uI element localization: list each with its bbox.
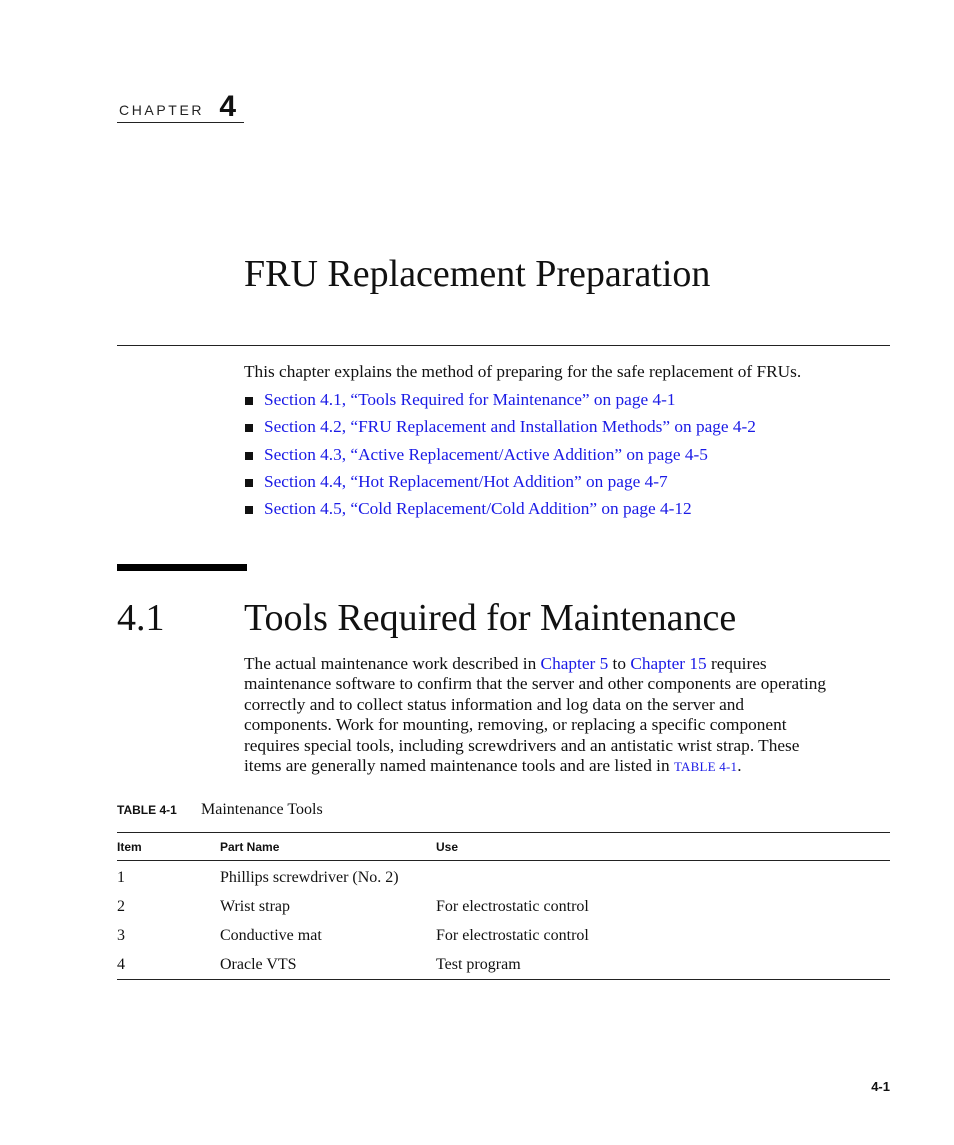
paragraph-line <box>244 654 894 674</box>
title-divider <box>117 345 890 346</box>
cell-use: For electrostatic control <box>436 897 589 915</box>
cell-part-name: Phillips screwdriver (No. 2) <box>220 868 399 886</box>
paragraph-line: maintenance software to confirm that the server and other components are operating <box>244 674 827 694</box>
cell-item: 3 <box>117 926 125 944</box>
cell-part-name: Wrist strap <box>220 897 291 915</box>
table-header-row <box>117 833 890 861</box>
section-title: Tools Required for Maintenance <box>244 597 737 639</box>
cell-use: For electrostatic control <box>436 926 589 944</box>
bullet-square-icon <box>245 452 253 460</box>
chapter-5-link[interactable]: Chapter 5 <box>540 654 609 673</box>
bullet-square-icon <box>245 479 253 487</box>
bullet-square-icon <box>245 397 253 405</box>
header-use: Use <box>436 833 890 861</box>
toc-link-section-4-5[interactable]: Section 4.5, “Cold Replacement/Cold Addition” on page 4-12 <box>264 499 692 519</box>
cell-part-name: Conductive mat <box>220 926 322 944</box>
intro-text: This chapter explains the method of preparing for the safe replacement of FRUs. <box>244 362 802 381</box>
chapter-label <box>117 92 244 123</box>
table-title: Maintenance Tools <box>201 801 323 818</box>
cell-use: Test program <box>436 950 890 980</box>
cell-item: 1 <box>117 868 125 886</box>
maintenance-tools-table <box>117 832 890 980</box>
table-caption <box>117 801 323 819</box>
toc-link-section-4-3[interactable]: Section 4.3, “Active Replacement/Active Addition” on page 4-5 <box>264 444 708 464</box>
toc-item <box>244 389 890 416</box>
toc-item <box>244 471 890 498</box>
chapter-title: FRU Replacement Preparation <box>244 253 711 295</box>
toc-link-section-4-1[interactable]: Section 4.1, “Tools Required for Maintenance” on page 4-1 <box>264 390 676 409</box>
section-number: 4.1 <box>117 597 165 639</box>
toc-item <box>244 416 890 443</box>
toc-link-section-4-4[interactable]: Section 4.4, “Hot Replacement/Hot Addition” on page 4-7 <box>264 471 668 491</box>
bullet-square-icon <box>245 424 253 432</box>
paragraph-text: items are generally named maintenance tools and are listed in <box>244 755 674 775</box>
paragraph-line <box>244 756 894 776</box>
paragraph-text: The actual maintenance work described in <box>244 654 541 673</box>
toc-item <box>244 498 890 525</box>
toc-link-section-4-2[interactable]: Section 4.2, “FRU Replacement and Installation Methods” on page 4-2 <box>264 417 756 437</box>
bullet-square-icon <box>245 506 253 514</box>
section-divider <box>117 564 247 571</box>
chapter-number: 4 <box>219 90 236 123</box>
cell-use <box>436 861 890 893</box>
header-part-name: Part Name <box>220 833 436 861</box>
section-paragraph <box>244 654 894 776</box>
paragraph-text: to <box>608 654 631 673</box>
chapter-word: CHAPTER <box>119 102 205 118</box>
table-row <box>117 892 890 921</box>
paragraph-line: components. Work for mounting, removing, or replacing a specific component <box>244 715 787 735</box>
table-4-1-link[interactable]: TABLE 4-1 <box>673 758 738 774</box>
page-number: 4-1 <box>871 1079 890 1094</box>
cell-part-name: Oracle VTS <box>220 950 436 980</box>
paragraph-text: . <box>737 755 742 775</box>
table-row <box>117 950 890 980</box>
header-item: Item <box>117 833 220 861</box>
table-row <box>117 861 890 893</box>
paragraph-text: requires <box>706 654 767 673</box>
cell-item: 4 <box>117 950 220 980</box>
paragraph-line: requires special tools, including screwdrivers and an antistatic wrist strap. These <box>244 735 800 755</box>
table-label: TABLE 4-1 <box>117 803 177 817</box>
toc-list <box>244 389 890 525</box>
table-row <box>117 921 890 950</box>
paragraph-line: correctly and to collect status information and log data on the server and <box>244 694 745 714</box>
toc-item <box>244 444 890 471</box>
cell-item: 2 <box>117 897 125 915</box>
chapter-15-link[interactable]: Chapter 15 <box>630 654 707 673</box>
